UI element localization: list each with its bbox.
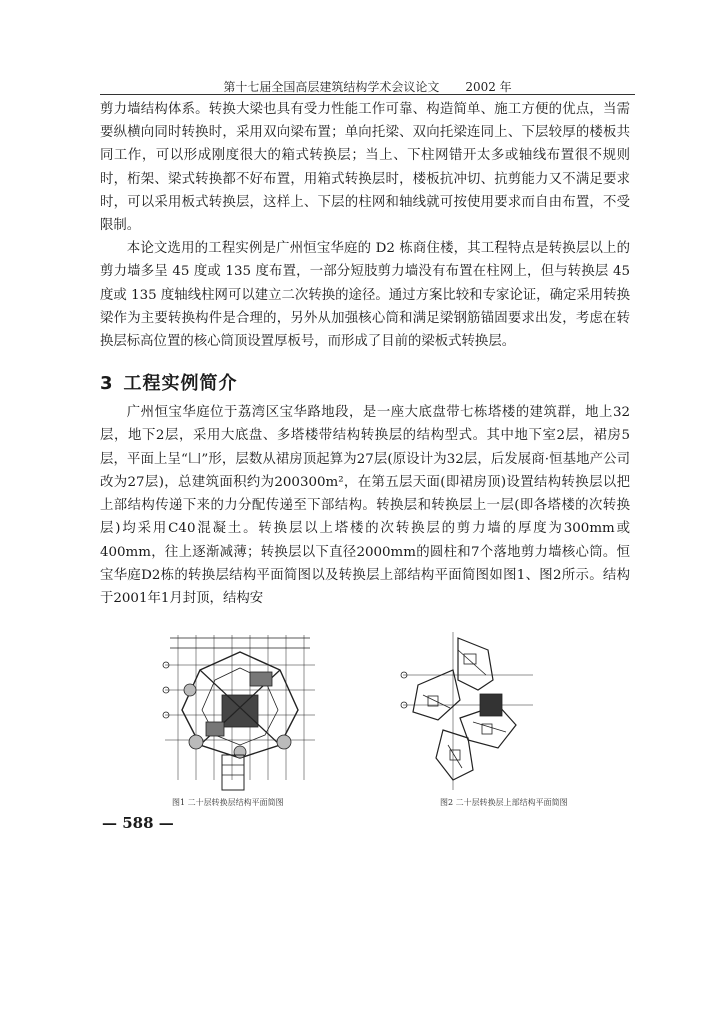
intro-paragraph: 剪力墙结构体系。转换大梁也具有受力性能工作可靠、构造简单、施工方便的优点，当需要纵横向同时转换时，采用双向梁布置；单向托梁、双向托梁连同上、下层较厚的楼板共同工作，可以形成刚度很大的箱式转换层；当上、下柱网错开太多或轴线布置很不规则时，桁架、梁式转换都不好布置，用箱式转换层时，楼板抗冲切、抗剪能力又不满足要求时，可以采用板式转换层，这样上、下层的柱网和轴线就可按使用要求而自由布置，不受限制。 <box>100 102 630 234</box>
header-rule <box>100 94 635 95</box>
body-text-top <box>100 98 630 353</box>
project-paragraph: 本论文选用的工程实例是广州恒宝华庭的 D2 栋商住楼，其工程特点是转换层以上的剪力墙多呈 45 度或 135 度布置，一部分短肢剪力墙没有布置在柱网上，但与转换层 45 度或 135 度轴线柱网可以建立二次转换的途径。通过方案比较和专家论证，确定采用转换梁作为主要转换构件是合理的，另外从加强核心筒和满足梁钢筋锚固要求出发，考虑在转换层标高位置的核心筒顶设置厚板号，而形成了目前的梁板式转换层。 <box>100 241 630 350</box>
section-number: 3 <box>100 373 114 394</box>
section-title: 工程实例简介 <box>123 373 238 394</box>
section-paragraph: 广州恒宝华庭位于荔湾区宝华路地段，是一座大底盘带七栋塔楼的建筑群，地上32层，地下2层，采用大底盘、多塔楼带结构转换层的结构型式。其中地下室2层，裙房5层，平面上呈“凵”形，层数从裙房顶起算为27层(原设计为32层，后发展商·恒基地产公司改为27层)，总建筑面积约为200300m²，在第五层天面(即裙房顶)设置结构转换层以把上部结构传递下来的力分配传递至下部结构。转换层和转换层上一层(即各塔楼的次转换层)均采用C40混凝土。转换层以上塔楼的次转换层的剪力墙的厚度为300mm或400mm，往上逐渐减薄；转换层以下直径2000mm的圆柱和7个落地剪力墙核心筒。恒宝华庭D2栋的转换层结构平面简图以及转换层上部结构平面简图如图1、图2所示。结构于2001年1月封顶，结构安 <box>100 405 630 607</box>
section-heading <box>100 369 238 395</box>
body-text-section <box>100 401 630 611</box>
running-header <box>100 78 635 95</box>
page-number: — 588 — <box>102 814 174 832</box>
conference-title: 第十七届全国高层建筑结构学术会议论文 <box>223 80 440 94</box>
figure-2-caption: 图2 二十层转换层上部结构平面简图 <box>440 798 568 807</box>
header-year: 2002 年 <box>465 80 512 94</box>
figure-1-caption: 图1 二十层转换层结构平面简图 <box>172 798 284 807</box>
